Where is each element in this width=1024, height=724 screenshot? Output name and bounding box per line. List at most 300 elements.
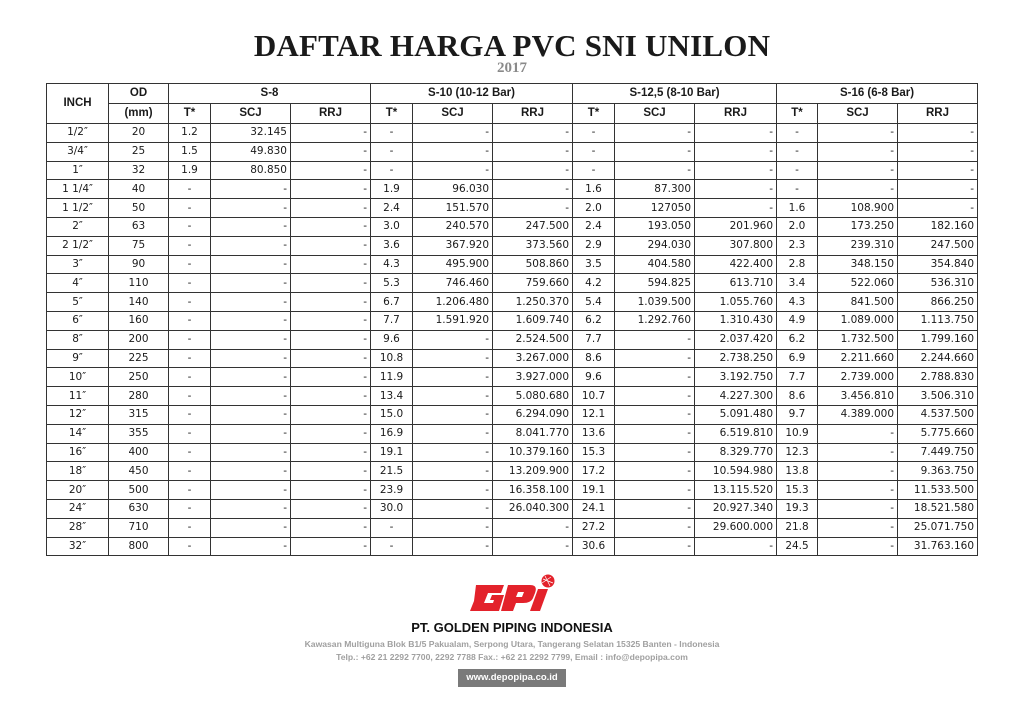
cell-s12-5-t: 8.6 [573, 349, 615, 368]
cell-s12-5-t: 2.9 [573, 236, 615, 255]
cell-s16-scj: - [818, 443, 898, 462]
cell-s12-5-rrj: 201.960 [695, 217, 777, 236]
cell-s8-t: - [169, 462, 211, 481]
cell-s8-scj: - [211, 180, 291, 199]
header-thickness: T* [169, 104, 211, 124]
cell-inch: 6″ [47, 311, 109, 330]
cell-s10-scj: 1.206.480 [413, 293, 493, 312]
table-row [47, 443, 978, 462]
cell-s8-rrj: - [291, 518, 371, 537]
cell-s8-scj: - [211, 462, 291, 481]
cell-od: 710 [109, 518, 169, 537]
table-body [47, 124, 978, 556]
cell-s8-t: - [169, 236, 211, 255]
table-row [47, 330, 978, 349]
cell-s8-scj: - [211, 293, 291, 312]
cell-s10-scj: - [413, 387, 493, 406]
cell-s10-t: 30.0 [371, 499, 413, 518]
cell-s8-scj: - [211, 518, 291, 537]
cell-s8-t: - [169, 255, 211, 274]
cell-inch: 3″ [47, 255, 109, 274]
header-rrj: RRJ [898, 104, 978, 124]
cell-s16-rrj: 866.250 [898, 293, 978, 312]
company-name: PT. GOLDEN PIPING INDONESIA [411, 620, 613, 635]
cell-s12-5-t: 4.2 [573, 274, 615, 293]
cell-s12-5-t: 7.7 [573, 330, 615, 349]
cell-s10-scj: - [413, 499, 493, 518]
cell-s12-5-scj: 193.050 [615, 217, 695, 236]
cell-s12-5-scj: - [615, 387, 695, 406]
cell-od: 25 [109, 142, 169, 161]
cell-s10-rrj: 16.358.100 [493, 481, 573, 500]
cell-s16-scj: 239.310 [818, 236, 898, 255]
cell-od: 450 [109, 462, 169, 481]
cell-s10-rrj: - [493, 518, 573, 537]
cell-s12-5-scj: - [615, 537, 695, 556]
cell-s8-rrj: - [291, 293, 371, 312]
cell-s12-5-scj: 594.825 [615, 274, 695, 293]
cell-s16-scj: - [818, 161, 898, 180]
cell-s12-5-scj: - [615, 518, 695, 537]
cell-s10-rrj: - [493, 199, 573, 218]
table-row [47, 255, 978, 274]
cell-s16-rrj: 4.537.500 [898, 405, 978, 424]
header-rrj: RRJ [493, 104, 573, 124]
cell-s16-scj: 1.732.500 [818, 330, 898, 349]
cell-s8-rrj: - [291, 330, 371, 349]
cell-s16-scj: 108.900 [818, 199, 898, 218]
cell-inch: 28″ [47, 518, 109, 537]
cell-s12-5-scj: 127050 [615, 199, 695, 218]
cell-s16-scj: 348.150 [818, 255, 898, 274]
cell-inch: 1 1/4″ [47, 180, 109, 199]
cell-s8-scj: - [211, 349, 291, 368]
cell-s10-rrj: 2.524.500 [493, 330, 573, 349]
header-thickness: T* [777, 104, 818, 124]
cell-s16-scj: 173.250 [818, 217, 898, 236]
cell-s12-5-t: 9.6 [573, 368, 615, 387]
cell-s16-t: 4.3 [777, 293, 818, 312]
cell-s16-t: - [777, 142, 818, 161]
cell-s16-t: 3.4 [777, 274, 818, 293]
cell-s8-t: 1.9 [169, 161, 211, 180]
header-rrj: RRJ [695, 104, 777, 124]
cell-s16-scj: - [818, 462, 898, 481]
cell-s16-rrj: 354.840 [898, 255, 978, 274]
cell-s10-scj: 495.900 [413, 255, 493, 274]
cell-od: 500 [109, 481, 169, 500]
cell-s10-t: 23.9 [371, 481, 413, 500]
cell-s8-t: 1.2 [169, 124, 211, 143]
cell-s8-scj: - [211, 311, 291, 330]
cell-s10-scj: - [413, 443, 493, 462]
table-row [47, 481, 978, 500]
cell-inch: 5″ [47, 293, 109, 312]
cell-s12-5-t: 17.2 [573, 462, 615, 481]
cell-s12-5-t: 19.1 [573, 481, 615, 500]
cell-s16-scj: 841.500 [818, 293, 898, 312]
header-od: OD [109, 84, 169, 104]
cell-s8-scj: - [211, 255, 291, 274]
cell-s8-scj: - [211, 368, 291, 387]
cell-od: 355 [109, 424, 169, 443]
cell-s16-scj: - [818, 499, 898, 518]
cell-s10-scj: - [413, 142, 493, 161]
table-row [47, 180, 978, 199]
cell-s16-t: 21.8 [777, 518, 818, 537]
cell-s12-5-t: 15.3 [573, 443, 615, 462]
cell-s16-scj: 2.739.000 [818, 368, 898, 387]
table-row [47, 387, 978, 406]
cell-inch: 24″ [47, 499, 109, 518]
cell-s16-rrj: 25.071.750 [898, 518, 978, 537]
table-row [47, 161, 978, 180]
cell-s10-rrj: - [493, 124, 573, 143]
cell-s10-t: - [371, 518, 413, 537]
cell-s12-5-scj: - [615, 424, 695, 443]
cell-s16-scj: - [818, 537, 898, 556]
cell-s10-scj: - [413, 405, 493, 424]
cell-inch: 2″ [47, 217, 109, 236]
cell-od: 160 [109, 311, 169, 330]
table-row [47, 499, 978, 518]
cell-s16-t: 6.9 [777, 349, 818, 368]
cell-s16-t: 9.7 [777, 405, 818, 424]
cell-s8-rrj: - [291, 124, 371, 143]
cell-od: 90 [109, 255, 169, 274]
cell-s10-scj: 240.570 [413, 217, 493, 236]
cell-s8-scj: - [211, 387, 291, 406]
cell-s12-5-rrj: 13.115.520 [695, 481, 777, 500]
header-scj: SCJ [211, 104, 291, 124]
cell-s10-t: - [371, 142, 413, 161]
cell-s12-5-rrj: - [695, 537, 777, 556]
website-link[interactable]: www.depopipa.co.id [458, 669, 566, 687]
cell-od: 110 [109, 274, 169, 293]
cell-s10-rrj: 26.040.300 [493, 499, 573, 518]
cell-s8-rrj: - [291, 142, 371, 161]
cell-s10-scj: 1.591.920 [413, 311, 493, 330]
table-row [47, 236, 978, 255]
cell-s8-rrj: - [291, 387, 371, 406]
cell-s16-rrj: 182.160 [898, 217, 978, 236]
cell-s12-5-t: 5.4 [573, 293, 615, 312]
cell-s10-rrj: 5.080.680 [493, 387, 573, 406]
cell-s12-5-scj: - [615, 349, 695, 368]
cell-s8-rrj: - [291, 161, 371, 180]
cell-s8-scj: 49.830 [211, 142, 291, 161]
header-thickness: T* [573, 104, 615, 124]
cell-inch: 1″ [47, 161, 109, 180]
cell-s12-5-scj: - [615, 405, 695, 424]
table-row [47, 274, 978, 293]
cell-inch: 20″ [47, 481, 109, 500]
cell-s12-5-scj: - [615, 368, 695, 387]
cell-s12-5-t: 2.4 [573, 217, 615, 236]
cell-s8-t: - [169, 405, 211, 424]
cell-s10-scj: - [413, 537, 493, 556]
logo-letter-p [501, 585, 536, 611]
cell-s16-scj: 2.211.660 [818, 349, 898, 368]
cell-s10-scj: - [413, 424, 493, 443]
cell-s12-5-scj: - [615, 443, 695, 462]
cell-s16-t: 13.8 [777, 462, 818, 481]
cell-od: 800 [109, 537, 169, 556]
cell-s8-scj: - [211, 217, 291, 236]
cell-s10-rrj: 759.660 [493, 274, 573, 293]
cell-s10-rrj: - [493, 142, 573, 161]
cell-inch: 3/4″ [47, 142, 109, 161]
cell-s8-t: - [169, 180, 211, 199]
cell-inch: 9″ [47, 349, 109, 368]
cell-s16-scj: 3.456.810 [818, 387, 898, 406]
cell-s12-5-t: - [573, 124, 615, 143]
cell-od: 50 [109, 199, 169, 218]
cell-s16-rrj: 247.500 [898, 236, 978, 255]
cell-s12-5-scj: 87.300 [615, 180, 695, 199]
cell-s16-scj: 522.060 [818, 274, 898, 293]
table-row [47, 311, 978, 330]
cell-s16-rrj: 2.244.660 [898, 349, 978, 368]
cell-s12-5-rrj: - [695, 142, 777, 161]
cell-s8-t: - [169, 274, 211, 293]
cell-s10-t: 1.9 [371, 180, 413, 199]
cell-s12-5-scj: - [615, 330, 695, 349]
cell-s10-t: - [371, 124, 413, 143]
cell-s8-rrj: - [291, 405, 371, 424]
cell-s10-rrj: - [493, 180, 573, 199]
cell-s8-scj: 32.145 [211, 124, 291, 143]
cell-s8-rrj: - [291, 368, 371, 387]
cell-s12-5-rrj: 5.091.480 [695, 405, 777, 424]
cell-s10-t: 6.7 [371, 293, 413, 312]
cell-s16-t: - [777, 161, 818, 180]
year-subtitle: 2017 [497, 60, 527, 76]
cell-s8-t: - [169, 518, 211, 537]
cell-s10-scj: - [413, 124, 493, 143]
cell-s12-5-scj: 294.030 [615, 236, 695, 255]
cell-s10-t: 7.7 [371, 311, 413, 330]
cell-s8-t: - [169, 368, 211, 387]
cell-s8-t: - [169, 199, 211, 218]
cell-s8-scj: - [211, 443, 291, 462]
cell-s8-rrj: - [291, 311, 371, 330]
cell-s12-5-rrj: 2.738.250 [695, 349, 777, 368]
cell-s10-rrj: 3.927.000 [493, 368, 573, 387]
cell-s16-scj: 4.389.000 [818, 405, 898, 424]
cell-s12-5-t: 3.5 [573, 255, 615, 274]
cell-s12-5-rrj: - [695, 161, 777, 180]
cell-s12-5-scj: - [615, 481, 695, 500]
page-title: DAFTAR HARGA PVC SNI UNILON [253, 28, 771, 63]
cell-od: 400 [109, 443, 169, 462]
cell-s10-rrj: - [493, 537, 573, 556]
cell-s12-5-rrj: 422.400 [695, 255, 777, 274]
cell-s16-scj: - [818, 180, 898, 199]
cell-s8-t: - [169, 481, 211, 500]
cell-s10-t: - [371, 161, 413, 180]
cell-s8-rrj: - [291, 443, 371, 462]
cell-od: 630 [109, 499, 169, 518]
header-scj: SCJ [413, 104, 493, 124]
cell-s16-t: 1.6 [777, 199, 818, 218]
cell-s16-rrj: 31.763.160 [898, 537, 978, 556]
table-row [47, 142, 978, 161]
cell-s8-t: - [169, 537, 211, 556]
cell-s12-5-rrj: - [695, 124, 777, 143]
cell-s8-scj: - [211, 330, 291, 349]
cell-s16-t: 10.9 [777, 424, 818, 443]
cell-inch: 12″ [47, 405, 109, 424]
cell-s12-5-scj: - [615, 462, 695, 481]
cell-s12-5-rrj: 307.800 [695, 236, 777, 255]
cell-s8-t: - [169, 424, 211, 443]
cell-s10-rrj: 10.379.160 [493, 443, 573, 462]
cell-s8-scj: - [211, 481, 291, 500]
cell-inch: 10″ [47, 368, 109, 387]
cell-od: 75 [109, 236, 169, 255]
cell-s16-rrj: 3.506.310 [898, 387, 978, 406]
cell-s10-scj: 151.570 [413, 199, 493, 218]
cell-s16-scj: - [818, 142, 898, 161]
cell-s10-t: 16.9 [371, 424, 413, 443]
cell-inch: 18″ [47, 462, 109, 481]
cell-s10-t: 15.0 [371, 405, 413, 424]
cell-od: 32 [109, 161, 169, 180]
cell-inch: 16″ [47, 443, 109, 462]
cell-s8-t: - [169, 311, 211, 330]
cell-s12-5-scj: - [615, 161, 695, 180]
header-inch: INCH [47, 84, 109, 124]
cell-s8-rrj: - [291, 274, 371, 293]
cell-s12-5-t: 13.6 [573, 424, 615, 443]
price-table [46, 83, 978, 556]
cell-s16-rrj: - [898, 180, 978, 199]
cell-s10-t: 13.4 [371, 387, 413, 406]
cell-s12-5-rrj: 4.227.300 [695, 387, 777, 406]
cell-s10-scj: 746.460 [413, 274, 493, 293]
cell-s8-t: 1.5 [169, 142, 211, 161]
header-group-s12-5: S-12,5 (8-10 Bar) [573, 84, 777, 104]
cell-s8-rrj: - [291, 217, 371, 236]
cell-s12-5-t: 24.1 [573, 499, 615, 518]
cell-s8-rrj: - [291, 481, 371, 500]
cell-s10-t: 19.1 [371, 443, 413, 462]
cell-s10-t: 4.3 [371, 255, 413, 274]
cell-s12-5-rrj: 10.594.980 [695, 462, 777, 481]
cell-od: 140 [109, 293, 169, 312]
cell-s10-rrj: 6.294.090 [493, 405, 573, 424]
cell-s10-scj: 367.920 [413, 236, 493, 255]
cell-s10-scj: - [413, 518, 493, 537]
cell-s8-scj: - [211, 405, 291, 424]
cell-inch: 1 1/2″ [47, 199, 109, 218]
cell-s16-rrj: 7.449.750 [898, 443, 978, 462]
cell-s8-t: - [169, 349, 211, 368]
cell-s8-rrj: - [291, 462, 371, 481]
cell-s8-t: - [169, 443, 211, 462]
cell-s12-5-scj: 1.039.500 [615, 293, 695, 312]
cell-s8-scj: - [211, 274, 291, 293]
cell-inch: 8″ [47, 330, 109, 349]
cell-s10-rrj: - [493, 161, 573, 180]
header-rrj: RRJ [291, 104, 371, 124]
header-scj: SCJ [615, 104, 695, 124]
header-thickness: T* [371, 104, 413, 124]
cell-s12-5-scj: - [615, 124, 695, 143]
cell-s12-5-t: 2.0 [573, 199, 615, 218]
cell-s12-5-rrj: - [695, 180, 777, 199]
cell-s10-scj: - [413, 462, 493, 481]
table-row [47, 293, 978, 312]
cell-s12-5-scj: 404.580 [615, 255, 695, 274]
header-row-groups [47, 84, 978, 104]
cell-s12-5-scj: 1.292.760 [615, 311, 695, 330]
cell-s8-rrj: - [291, 180, 371, 199]
cell-s12-5-t: 12.1 [573, 405, 615, 424]
cell-s10-rrj: 1.250.370 [493, 293, 573, 312]
cell-s12-5-t: - [573, 161, 615, 180]
cell-s8-rrj: - [291, 349, 371, 368]
cell-s8-rrj: - [291, 255, 371, 274]
cell-s16-rrj: 18.521.580 [898, 499, 978, 518]
cell-od: 225 [109, 349, 169, 368]
table-row [47, 217, 978, 236]
cell-s12-5-rrj: 3.192.750 [695, 368, 777, 387]
cell-s8-scj: 80.850 [211, 161, 291, 180]
cell-s12-5-rrj: 6.519.810 [695, 424, 777, 443]
cell-s12-5-rrj: 29.600.000 [695, 518, 777, 537]
cell-s10-t: 2.4 [371, 199, 413, 218]
cell-s8-scj: - [211, 424, 291, 443]
cell-s16-t: 24.5 [777, 537, 818, 556]
cell-s16-rrj: 5.775.660 [898, 424, 978, 443]
cell-s10-rrj: 8.041.770 [493, 424, 573, 443]
cell-s16-t: - [777, 180, 818, 199]
cell-s8-t: - [169, 217, 211, 236]
cell-s16-t: 2.3 [777, 236, 818, 255]
header-od-unit: (mm) [109, 104, 169, 124]
cell-s12-5-t: 1.6 [573, 180, 615, 199]
cell-s16-scj: - [818, 424, 898, 443]
cell-od: 200 [109, 330, 169, 349]
cell-s12-5-rrj: 613.710 [695, 274, 777, 293]
cell-s10-t: 3.0 [371, 217, 413, 236]
header-group-s8: S-8 [169, 84, 371, 104]
cell-s16-rrj: - [898, 199, 978, 218]
cell-s10-scj: - [413, 481, 493, 500]
header-row-sub [47, 104, 978, 124]
cell-s16-scj: - [818, 518, 898, 537]
cell-s10-t: - [371, 537, 413, 556]
table-row [47, 368, 978, 387]
cell-s12-5-scj: - [615, 499, 695, 518]
cell-s8-t: - [169, 387, 211, 406]
cell-s16-t: 12.3 [777, 443, 818, 462]
cell-od: 250 [109, 368, 169, 387]
cell-inch: 1/2″ [47, 124, 109, 143]
cell-s8-scj: - [211, 499, 291, 518]
cell-s16-t: - [777, 124, 818, 143]
cell-od: 63 [109, 217, 169, 236]
cell-s16-rrj: - [898, 161, 978, 180]
cell-inch: 11″ [47, 387, 109, 406]
cell-s8-rrj: - [291, 499, 371, 518]
cell-s10-t: 9.6 [371, 330, 413, 349]
cell-s10-t: 3.6 [371, 236, 413, 255]
cell-s16-t: 4.9 [777, 311, 818, 330]
cell-s12-5-rrj: 2.037.420 [695, 330, 777, 349]
